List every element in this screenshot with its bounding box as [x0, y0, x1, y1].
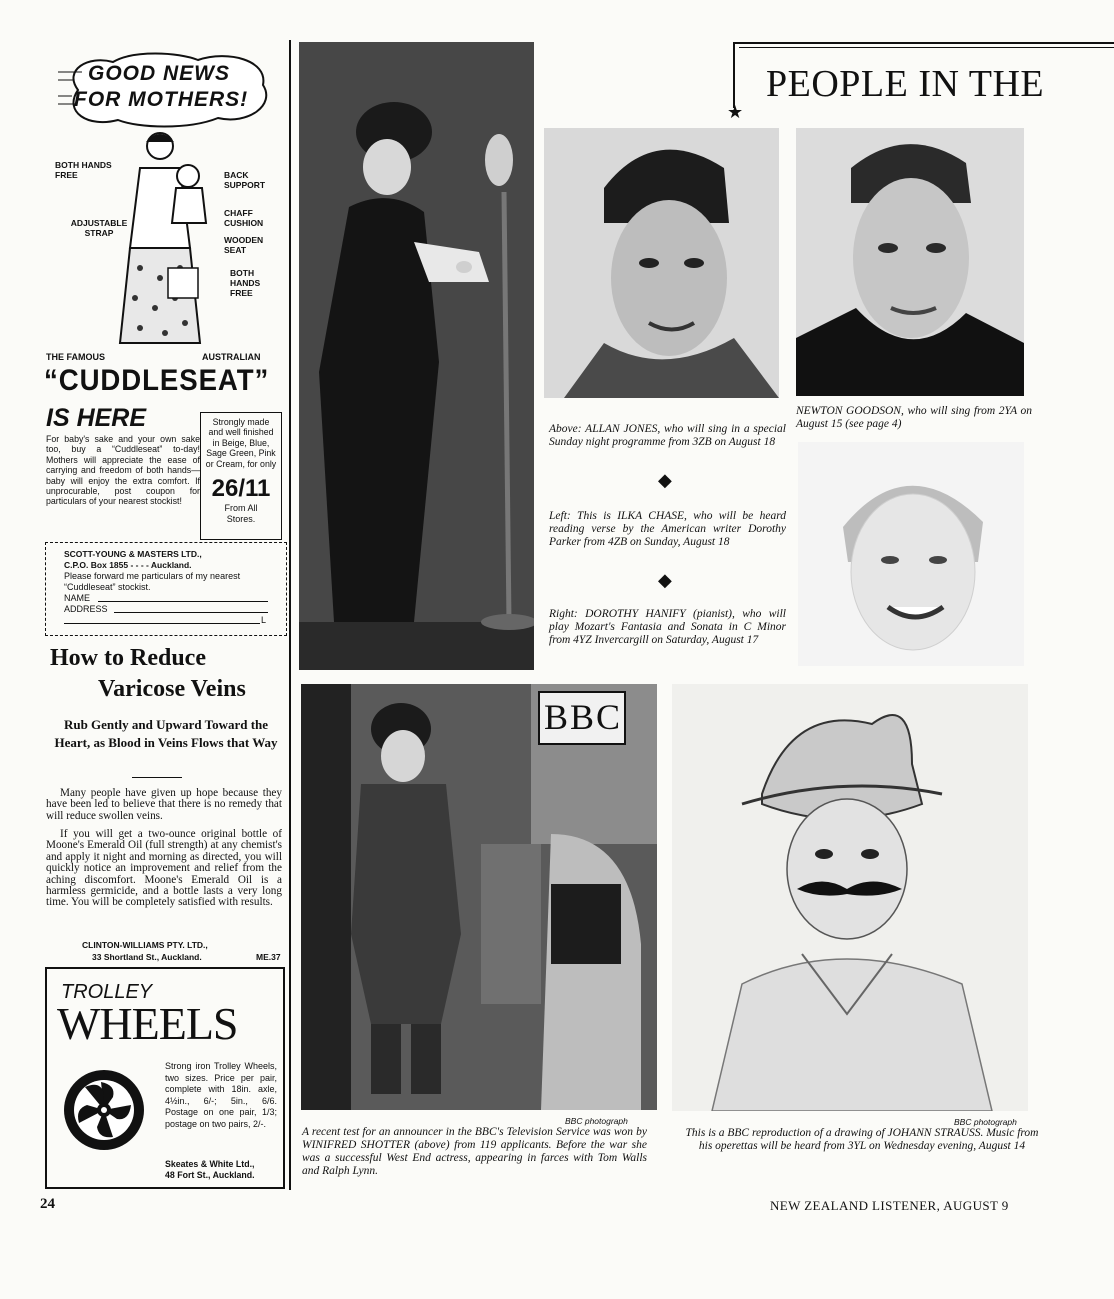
- trolley-title-small: TROLLEY: [61, 981, 153, 1003]
- the-famous-label: THE FAMOUS: [46, 352, 106, 362]
- caption-allan-jones: Above: ALLAN JONES, who will sing in a special Sunday night programme from 3ZB on August 18: [549, 423, 786, 448]
- bbc-sign: BBC: [543, 697, 623, 737]
- price: 26/11: [211, 475, 271, 503]
- coupon-company: SCOTT-YOUNG & MASTERS LTD.,: [64, 549, 202, 559]
- coupon-text: Please forward me particulars of my nearest “Cuddleseat” stockist.: [64, 571, 241, 592]
- header-rule-top: [733, 42, 1114, 44]
- header-rule-left: [733, 42, 735, 108]
- price-box: [200, 412, 282, 540]
- varicose-address: 33 Shortland St., Auckland.: [92, 952, 202, 962]
- callout-back-support: BACK SUPPORT: [224, 170, 266, 190]
- diamond-separator-icon: ◆: [658, 470, 672, 490]
- coupon-name-label: NAME: [64, 593, 91, 603]
- coupon[interactable]: [45, 542, 287, 636]
- coupon-box: C.P.O. Box 1855 - - - - Auckland.: [64, 560, 192, 570]
- trolley-body: Strong iron Trolley Wheels, two sizes. Price per pair, complete with 18in. axle, 4½in., 6/-; 5in., 6/6. Postage on one pair, 1/3; postage on two pairs, 2/-.: [165, 1061, 277, 1129]
- varicose-title-line-1: How to Reduce: [50, 645, 206, 671]
- caption-dorothy-hanify: Right: DOROTHY HANIFY (pianist), who will play Mozart's Fantasia and Sonata in C Minor from 4YZ Invercargill on Saturday, August 17: [549, 608, 786, 646]
- is-here-label: IS HERE: [46, 404, 147, 432]
- caption-ilka-chase: Left: This is ILKA CHASE, who will be heard reading verse by the American writer Dorothy Parker from 4ZB on Sunday, August 18: [549, 510, 786, 548]
- coupon-extra-line[interactable]: [64, 623, 260, 624]
- photo-ilka-chase: [299, 42, 534, 670]
- australian-label: AUSTRALIAN: [202, 352, 261, 362]
- trolley-title-big: WHEELS: [57, 998, 238, 1049]
- photo-dorothy-hanify: [798, 442, 1024, 666]
- coupon-name-line[interactable]: [98, 601, 268, 602]
- callout-both-hands-free-left: BOTH HANDS FREE: [55, 160, 112, 180]
- photo-winifred-shotter: [301, 684, 657, 1110]
- publication-line: NEW ZEALAND LISTENER, AUGUST 9: [770, 1198, 1009, 1213]
- varicose-para-1: Many people have given up hope because they have been led to believe that there is no remedy that will reduce swollen veins.: [46, 787, 282, 822]
- photo-allan-jones: [544, 128, 779, 398]
- callout-adjustable-strap: ADJUSTABLE STRAP: [70, 218, 128, 238]
- callout-chaff-cushion: CHAFF CUSHION: [224, 208, 264, 228]
- coupon-address-label: ADDRESS: [64, 604, 108, 614]
- callout-both-hands-free-right: BOTH HANDS FREE: [230, 268, 261, 298]
- credit-winifred: BBC photograph: [565, 1116, 628, 1126]
- varicose-title-line-2: Varicose Veins: [98, 676, 246, 702]
- coupon-address-line[interactable]: [114, 612, 268, 613]
- trolley-wheel-icon: [61, 1067, 147, 1153]
- varicose-code: ME.37: [256, 952, 281, 962]
- headline-line-1: GOOD NEWS: [88, 62, 231, 85]
- varicose-subtitle: Rub Gently and Upward Toward the Heart, as Blood in Veins Flows that Way: [54, 717, 278, 750]
- page-title: PEOPLE IN THE: [766, 63, 1045, 105]
- trolley-address: 48 Fort St., Auckland.: [165, 1170, 255, 1180]
- cuddleseat-body: For baby's sake and your own sake too, buy a “Cuddleseat” to-day! Mothers will appreciate the ease of carrying and freedom of both hands—baby will enjoy the extra comfort. If unprocurable, post coupon for particulars of your nearest stockist!: [46, 434, 200, 507]
- coupon-l: L: [261, 615, 267, 625]
- varicose-para-2: If you will get a two-ounce original bottle of Moone's Emerald Oil (full strength) at any chemist's and apply it night and morning as directed, you will quickly notice an improvement and relief from the aching discomfort. Moone's Emerald Oil is a harmless germicide, and a bottle lasts a very long time. You will be completely satisfied with results.: [46, 828, 282, 909]
- headline-line-2: FOR MOTHERS!: [74, 88, 249, 111]
- callout-wooden-seat: WOODEN SEAT: [224, 235, 264, 255]
- cuddleseat-brand: “CUDDLESEAT”: [44, 364, 270, 397]
- mother-baby-illustration: [110, 128, 230, 353]
- price-box-text: Strongly made and well finished in Beige, Blue, Sage Green, Pink or Cream, for only: [205, 417, 277, 469]
- varicose-divider: [132, 777, 182, 778]
- from-stores: From All Stores.: [224, 503, 258, 524]
- caption-newton-goodson: NEWTON GOODSON, who will sing from 2YA on August 15 (see page 4): [796, 405, 1032, 430]
- varicose-company: CLINTON-WILLIAMS PTY. LTD.,: [82, 940, 208, 950]
- page-number: 24: [40, 1196, 55, 1212]
- caption-winifred-shotter: A recent test for an announcer in the BBC's Television Service was won by WINIFRED SHOTTER (above) from 119 applicants. Before the war she was a successful West End actress, appearing in farces with Tom Walls and Ralph Lynn.: [302, 1126, 647, 1177]
- diamond-separator-icon-2: ◆: [658, 570, 672, 590]
- column-divider: [289, 40, 291, 1190]
- caption-johann-strauss: This is a BBC reproduction of a drawing of JOHANN STRAUSS. Music from his operettas will be heard from 3YL on Wednesday evening, August 14: [685, 1127, 1039, 1152]
- header-rule-top-inner: [739, 47, 1114, 48]
- trolley-wheels-ad: [45, 967, 285, 1189]
- star-icon: ★: [727, 102, 744, 122]
- trolley-company: Skeates & White Ltd.,: [165, 1159, 255, 1169]
- drawing-johann-strauss: [672, 684, 1028, 1111]
- photo-newton-goodson: [796, 128, 1024, 396]
- credit-strauss: BBC photograph: [954, 1117, 1017, 1127]
